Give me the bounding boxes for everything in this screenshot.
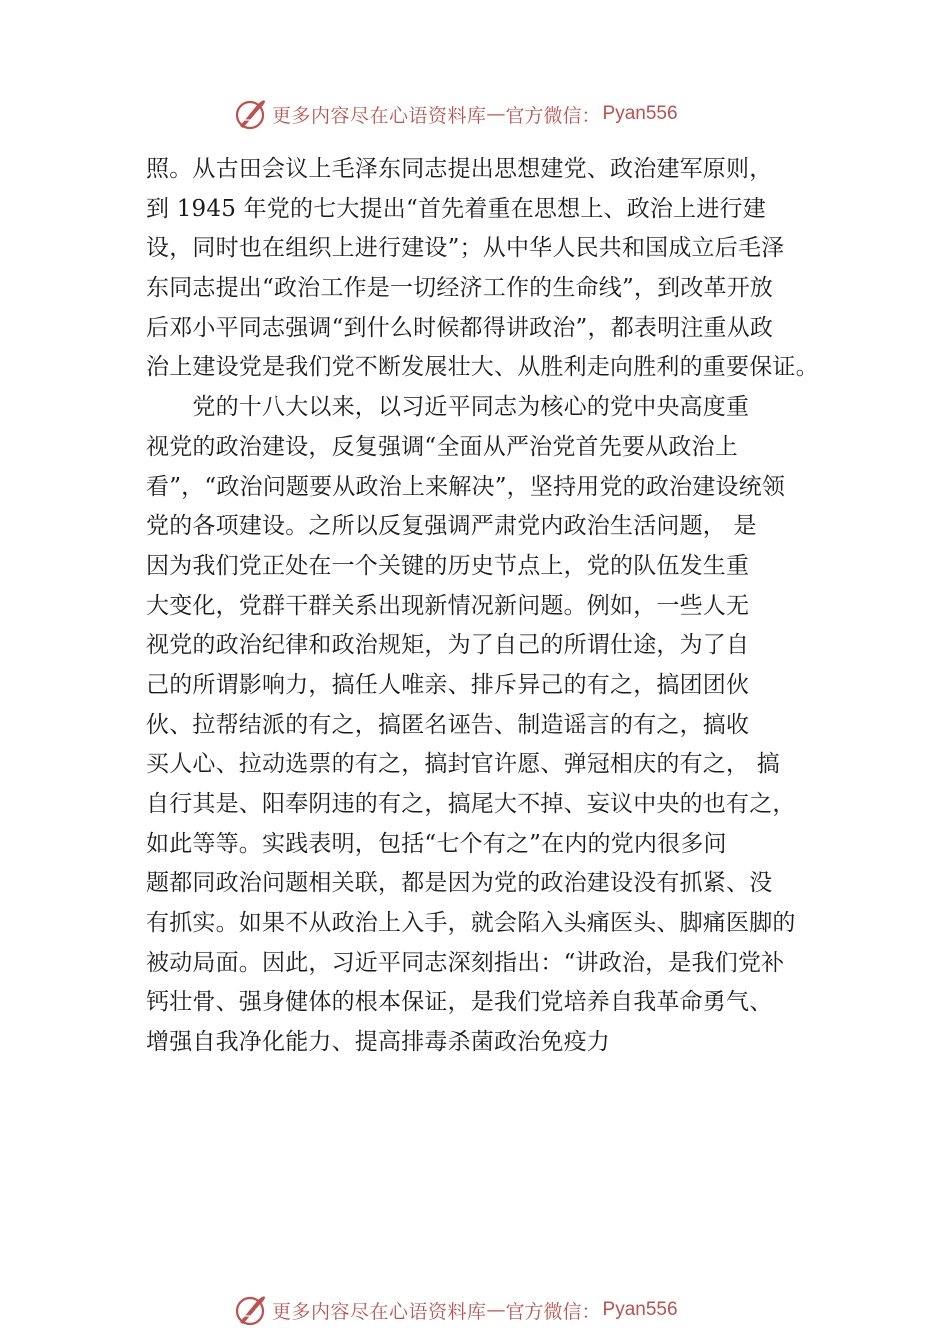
- feather-pen-logo-icon: [232, 96, 268, 132]
- body-line: 到 1945 年党的七大提出“首先着重在思想上、政治上进行建: [146, 195, 766, 222]
- feather-pen-logo-icon: [232, 1292, 268, 1328]
- body-line: 钙壮骨、强身健体的根本保证，是我们党培养自我革命勇气、: [146, 989, 773, 1016]
- body-line: 增强自我净化能力、提高排毒杀菌政治免疫力: [146, 1029, 610, 1056]
- header-wechat-id: Pyan556: [602, 103, 678, 124]
- body-line: 伙、拉帮结派的有之，搞匿名诬告、制造谣言的有之，搞收: [146, 711, 750, 738]
- body-line: 视党的政治建设，反复强调“全面从严治党首先要从政治上: [146, 433, 738, 460]
- body-line: 因为我们党正处在一个关键的历史节点上，党的队伍发生重: [146, 552, 750, 579]
- body-line: 自行其是、阳奉阴违的有之，搞尾大不掉、妄议中央的也有之，: [146, 791, 796, 817]
- body-line: 视党的政治纪律和政治规矩，为了自己的所谓仕途，为了自: [146, 632, 750, 659]
- body-line: 党的十八大以来，以习近平同志为核心的党中央高度重: [146, 394, 750, 421]
- body-line: 设，同时也在组织上进行建设”；从中华人民共和国成立后毛泽: [146, 235, 785, 262]
- body-line: 后邓小平同志强调“到什么时候都得讲政治”，都表明注重从政: [146, 314, 774, 341]
- body-line: 看”，“政治问题要从政治上来解决”，坚持用党的政治建设统领: [146, 473, 786, 500]
- body-line: 党的各项建设。之所以反复强调严肃党内政治生活问题， 是: [146, 513, 757, 540]
- body-line: 买人心、拉动选票的有之，搞封官许愿、弹冠相庆的有之， 搞: [146, 751, 780, 778]
- body-line: 照。从古田会议上毛泽东同志提出思想建党、政治建军原则，: [146, 156, 773, 182]
- header-banner: [232, 96, 678, 132]
- header-banner-text: 更多内容尽在心语资料库: [272, 104, 487, 127]
- header-banner-dash: —: [486, 103, 506, 125]
- body-line: 大变化，党群干群关系出现新情况新问题。例如，一些人无: [146, 592, 750, 619]
- document-body: [146, 150, 836, 1063]
- body-line: 如此等等。实践表明，包括“七个有之”在内的党内很多问: [146, 830, 727, 857]
- body-line: 治上建设党是我们党不断发展壮大、从胜利走向胜利的重要保证。: [146, 354, 819, 381]
- body-line: 题都同政治问题相关联，都是因为党的政治建设没有抓紧、没: [146, 870, 773, 897]
- footer-banner: [232, 1292, 678, 1328]
- body-line: 己的所谓影响力，搞任人唯亲、排斥异己的有之，搞团团伙: [146, 671, 750, 698]
- body-line: 被动局面。因此，习近平同志深刻指出：“讲政治，是我们党补: [146, 949, 785, 976]
- footer-banner-dash: —: [486, 1299, 506, 1321]
- header-official-label: 官方微信：: [505, 104, 601, 127]
- body-line: 有抓实。如果不从政治上入手，就会陷入头痛医头、脚痛医脚的: [146, 910, 796, 937]
- footer-official-label: 官方微信：: [505, 1300, 601, 1323]
- footer-wechat-id: Pyan556: [602, 1299, 678, 1320]
- footer-banner-text: 更多内容尽在心语资料库: [272, 1300, 487, 1323]
- body-line: 东同志提出“政治工作是一切经济工作的生命线”，到改革开放: [146, 275, 774, 302]
